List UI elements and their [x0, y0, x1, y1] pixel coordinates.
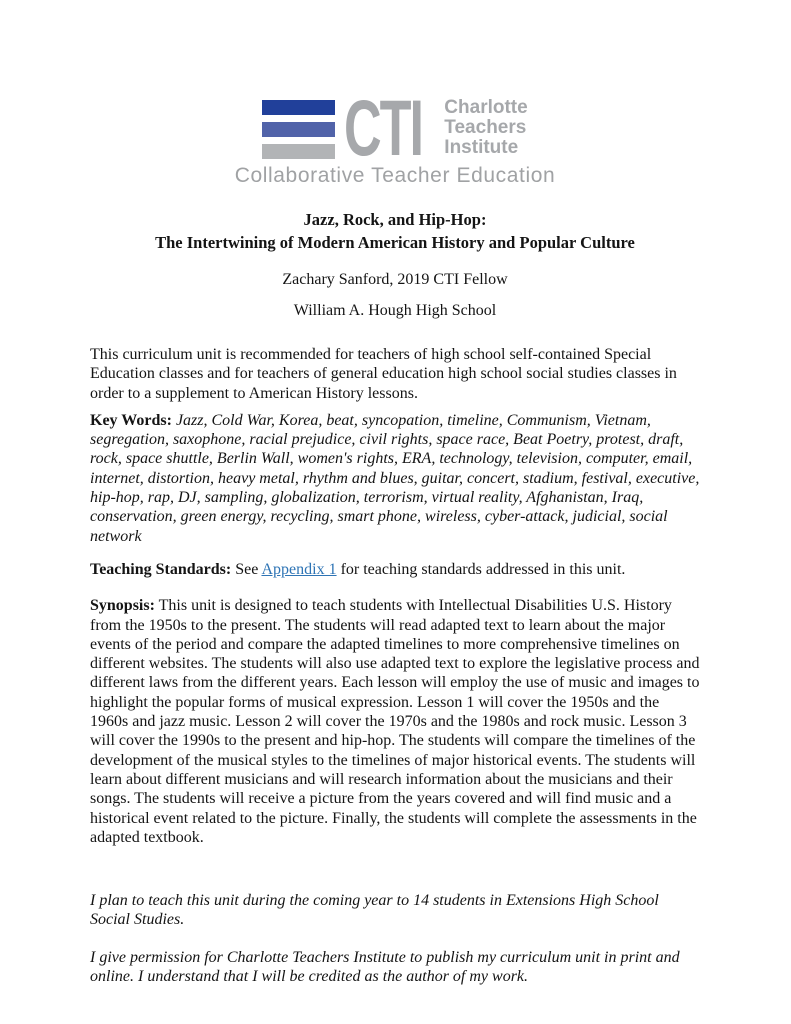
keywords-label: Key Words: [90, 411, 172, 429]
cti-name-line-3: Institute [444, 137, 519, 158]
teaching-standards-pre: See [235, 560, 259, 578]
cti-name-line-2: Teachers [444, 117, 527, 138]
teaching-standards-paragraph [90, 560, 700, 579]
cti-logo [90, 83, 700, 188]
logo-bar-gray [262, 144, 335, 159]
title-line-1: Jazz, Rock, and Hip-Hop: [303, 210, 487, 229]
synopsis-text: This unit is designed to teach students with Intellectual Disabilities U.S. History from the 1950s to the present. The students will read adapted text to learn about the major events of the period and compare the adapted timelines to more comprehensive timelines on different websites. The students will also use adapted text to explore the legislative process and different laws from the different years. Each lesson will employ the use of music and images to highlight the popular forms of musical expression. Lesson 1 will cover the 1950s and the 1960s and jazz music. Lesson 2 will cover the 1970s and the 1980s and rock music. Lesson 3 will cover the 1990s to the present and hip-hop. The students will compare the timelines of the development of the musical styles to the timelines of major historical events. The students will learn about different musicians and will research information about the musicians and their songs. The students will receive a picture from the years covered and will find music and a historical event related to the picture. Finally, the students will complete the assessments in the adapted textbook. [90, 597, 700, 846]
cti-name-line-1: Charlotte [444, 97, 528, 118]
keywords-paragraph [90, 411, 700, 546]
cti-acronym: CTI [344, 83, 423, 172]
permission-statement: I give permission for Charlotte Teachers Institute to publish my curriculum unit in print and online. I understand that I will be credited as the author of my work. [90, 948, 680, 986]
appendix-1-link[interactable]: Appendix 1 [261, 560, 337, 578]
teaching-standards-post: for teaching standards addressed in this unit. [340, 560, 626, 578]
logo-bar-blue-dark [262, 100, 335, 115]
cti-acronym-wrap [344, 83, 434, 172]
cti-name-stack [444, 98, 527, 158]
cti-tagline: Collaborative Teacher Education [234, 164, 556, 187]
keywords-list: Jazz, Cold War, Korea, beat, syncopation, timeline, Communism, Vietnam, segregation, saxophone, racial prejudice, civil rights, space race, Beat Poetry, protest, draft, rock, space shuttle, Berlin Wall, women's rights, ERA, technology, television, computer, email, internet, distortion, heavy metal, rhythm and blues, guitar, concert, stadium, festival, executive, hip-hop, rap, DJ, sampling, globalization, terrorism, virtual reality, Afghanistan, Iraq, conservation, green energy, recycling, smart phone, wireless, cyber-attack, judicial, social network [90, 411, 700, 545]
school-name: William A. Hough High School [293, 302, 497, 319]
synopsis-label: Synopsis: [90, 597, 155, 615]
title-line-2: The Intertwining of Modern American History and Popular Culture [155, 233, 635, 252]
author-byline: Zachary Sanford, 2019 CTI Fellow [282, 271, 508, 288]
intro-paragraph: This curriculum unit is recommended for teachers of high school self-contained Special Education classes and for teachers of general education high school social studies classes in order to a supplement to American History lessons. [90, 346, 677, 402]
logo-bar-blue-medium [262, 122, 335, 137]
cti-logo-row [262, 83, 528, 172]
synopsis-paragraph [90, 596, 700, 847]
cti-logo-bars-icon [262, 100, 335, 159]
teaching-plan-statement: I plan to teach this unit during the coming year to 14 students in Extensions High School Social Studies. [90, 892, 659, 929]
teaching-standards-label: Teaching Standards: [90, 560, 232, 578]
document-title [90, 208, 700, 254]
